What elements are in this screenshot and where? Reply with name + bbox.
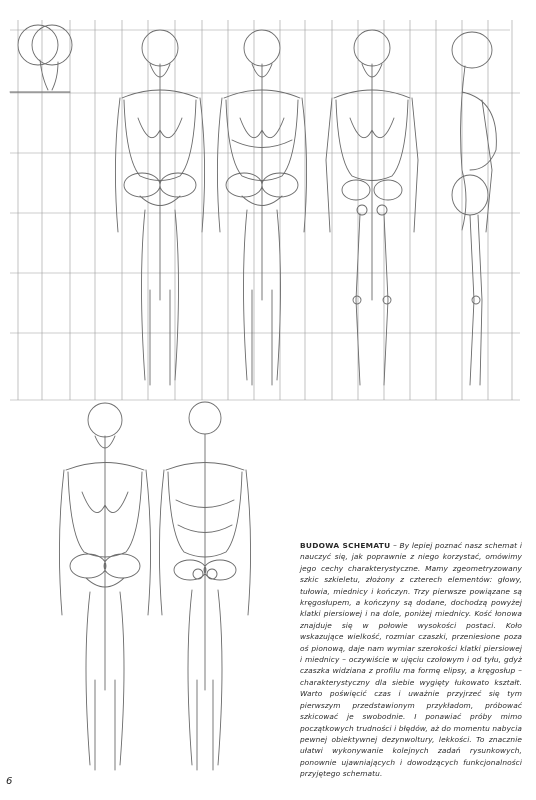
head-construction-sketch [10, 25, 72, 92]
front-skeleton-lower [59, 403, 150, 770]
front-skeleton-ribcage [217, 30, 306, 385]
side-skeleton [452, 32, 496, 385]
proportion-grid [10, 20, 520, 400]
caption-text-block [300, 540, 522, 780]
front-skeleton-basic [115, 30, 204, 385]
front-skeleton-bones [326, 30, 418, 385]
caption-body: – By lepiej poznać nasz schemat i nauczyć się, jak poprawnie z niego korzystać, omówimy jego cechy charakterystyczne. Mamy zgeometryzowany szkic szkieletu, złożony z czterech elementów: głowy, tułowia, miednicy i kończyn. Trzy pierwsze powiązane są kręgosłupem, a kończyny są dodane, dochodzą powyżej klatki piersiowej i na dole, poniżej miednicy. Kość łonowa znajduje się w połowie wysokości postaci. Koło wskazujące wielkość, rozmiar czaszki, przeniesione poza oś pionową, daje nam wymiar szerokości klatki piersiowej i miednicy – oczywiście w ujęciu czołowym i od tyłu, gdyż czaszka widziana z profilu ma formę elipsy, a kręgosłup – charakterystyczny dla siebie wygięty łukowato kształt. Warto poświęcić czas i uważnie przyjrzeć się tym pierwszym przedstawionym przykładom, próbować szkicować je swobodnie. I ponawiać próby mimo początkowych trudności i błędów, aż do momentu nabycia pewnej obiektywnej dezynwoltury, lekkości. To znacznie ułatwi wykonywanie kolejnych zadań rysunkowych, ponownie ujawniających i dowodzących funkcjonalności przyjętego schematu. [300, 541, 522, 779]
caption-heading: BUDOWA SCHEMATU [300, 541, 391, 550]
page-number: 6 [6, 776, 13, 787]
back-skeleton-lower [159, 402, 250, 770]
